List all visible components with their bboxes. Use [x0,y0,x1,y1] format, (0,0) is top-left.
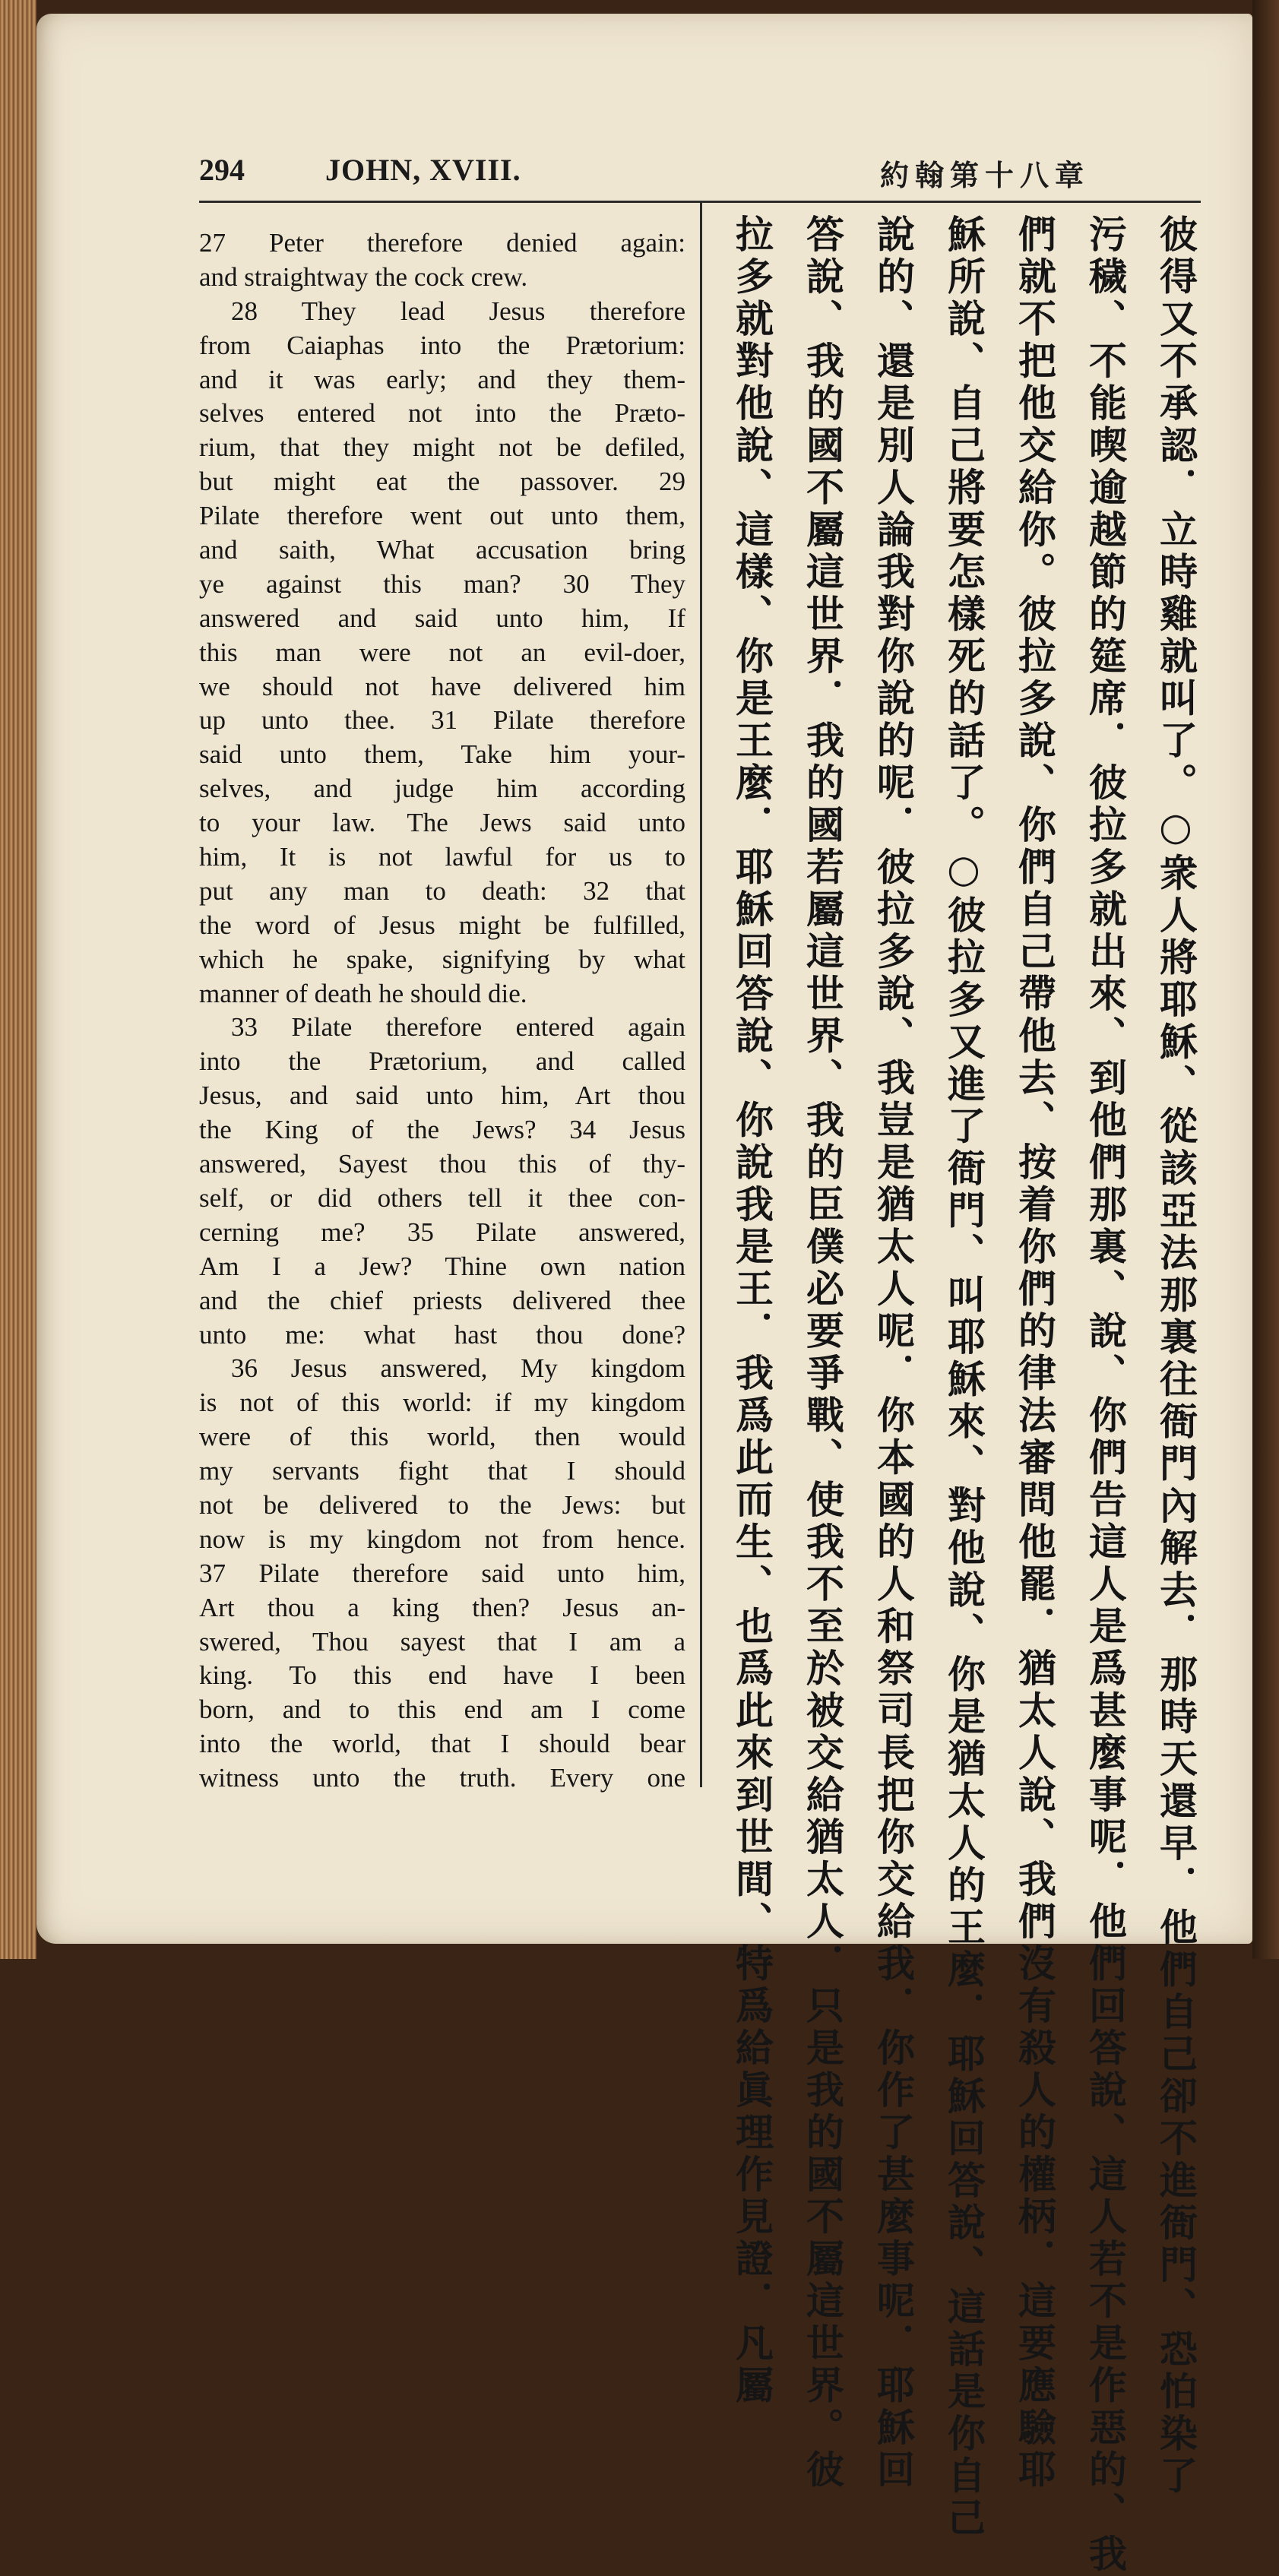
english-text-line: 28 They lead Jesus therefore [231,296,685,326]
english-text-line: and saith, What accusation bring [199,535,685,565]
chinese-text-column-line: 說的、還是別人論我對你說的呢．彼拉多說、我豈是猶太人呢．你本國的人和祭司長把你交給我．你作了甚麼事呢．耶穌回 [871,214,915,2492]
english-text-line: unto me: what hast thou done? [199,1319,685,1350]
chinese-text-column-line: 們就不把他交給你。彼拉多說、你們自己帶他去、按着你們的律法審問他罷．猶太人說、我們沒有殺人的權柄．這要應驗耶 [1012,214,1056,2492]
english-text-line: and straightway the cock crew. [199,261,528,292]
english-text-line: rium, that they might not be defiled, [199,432,685,463]
page-number: 294 [199,153,245,187]
english-text-line: and it was early; and they them- [199,364,685,394]
english-text-line: Am I a Jew? Thine own nation [199,1251,685,1281]
english-text-line: into the Prætorium, and called [199,1046,685,1077]
page-edge [0,0,36,1959]
english-text-line: said unto them, Take him your- [199,739,685,770]
english-text-column [199,226,685,1792]
english-text-line: Pilate therefore went out unto them, [199,501,685,531]
chinese-text-column-line: 彼得又不承認．立時雞就叫了。○衆人將耶穌、從該亞法那裏往衙門內解去．那時天還早．他們自己卻不進衙門、恐怕染了 [1154,214,1198,2498]
english-text-line: ye against this man? 30 They [199,568,685,599]
english-text-line: the King of the Jews? 34 Jesus [199,1115,685,1145]
english-text-line: were of this world, then would [199,1422,685,1452]
english-text-line: which he spake, signifying by what [199,944,685,974]
chinese-text-column [711,214,1205,2576]
english-text-line: 27 Peter therefore denied again: [199,228,685,258]
english-text-line: my servants fight that I should [199,1456,685,1486]
english-text-line: 37 Pilate therefore said unto him, [199,1558,685,1588]
english-text-line: born, and to this end am I come [199,1695,685,1725]
running-head: JOHN, XVIII. [325,153,521,187]
english-text-line: selves, and judge him according [199,774,685,804]
english-text-line: witness unto the truth. Every one [199,1763,685,1793]
english-text-line: king. To this end have I been [199,1660,685,1691]
english-text-line: is not of this world: if my kingdom [199,1388,685,1418]
english-text-line: self, or did others tell it thee con- [199,1182,685,1213]
english-text-line: Jesus, and said unto him, Art thou [199,1081,685,1111]
english-text-line: 33 Pilate therefore entered again [231,1012,685,1043]
chinese-text-column-line: 拉多就對他說、這樣、你是王麼．耶穌回答說、你說我是王．我爲此而生、也爲此來到世間、特爲給眞理作見證．凡屬 [730,214,774,2407]
chinese-text-column-line: 穌所說、自己將要怎樣死的話了。○彼拉多又進了衙門、叫耶穌來、對他說、你是猶太人的王麼．耶穌回答說、這話是你自己 [942,214,986,2540]
english-text-line: swered, Thou sayest that I am a [199,1626,685,1657]
english-text-line: now is my kingdom not from hence. [199,1524,685,1554]
binding-shadow [1252,0,1279,1959]
english-text-line: manner of death he should die. [199,978,527,1008]
english-text-line: answered, Sayest thou this of thy- [199,1149,685,1179]
chinese-text-column-line: 污穢、不能喫逾越節的筵席．彼拉多就出來、到他們那裏、說、你們告這人是爲甚麼事呢．他們回答說、這人若不是作惡的、我 [1083,214,1127,2576]
english-text-line: 36 Jesus answered, My kingdom [231,1353,685,1384]
english-text-line: answered and said unto him, If [199,603,685,633]
english-text-line: into the world, that I should bear [199,1729,685,1759]
english-text-line: from Caiaphas into the Prætorium: [199,330,685,360]
english-text-line: selves entered not into the Præto- [199,398,685,429]
english-text-line: and the chief priests delivered thee [199,1285,685,1315]
english-text-line: up unto thee. 31 Pilate therefore [199,705,685,736]
chinese-running-head: 約翰第十八章 [879,159,1090,192]
chinese-text-column-line: 答說、我的國不屬這世界．我的國若屬這世界、我的臣僕必要爭戰、使我不至於被交給猶太人．只是我的國不屬這世界。彼 [800,214,844,2492]
page-header [199,152,1210,198]
english-text-line: not be delivered to the Jews: but [199,1489,685,1520]
english-text-line: but might eat the passover. 29 [199,467,685,497]
english-text-line: Art thou a king then? Jesus an- [199,1592,685,1622]
column-divider [700,201,702,1787]
english-text-line: him, It is not lawful for us to [199,842,685,872]
english-text-line: we should not have delivered him [199,671,685,701]
english-text-line: this man were not an evil-doer, [199,637,685,667]
english-text-line: the word of Jesus might be fulfilled, [199,910,685,940]
english-text-line: to your law. The Jews said unto [199,808,685,838]
english-text-line: cerning me? 35 Pilate answered, [199,1217,685,1247]
english-text-line: put any man to death: 32 that [199,875,685,906]
